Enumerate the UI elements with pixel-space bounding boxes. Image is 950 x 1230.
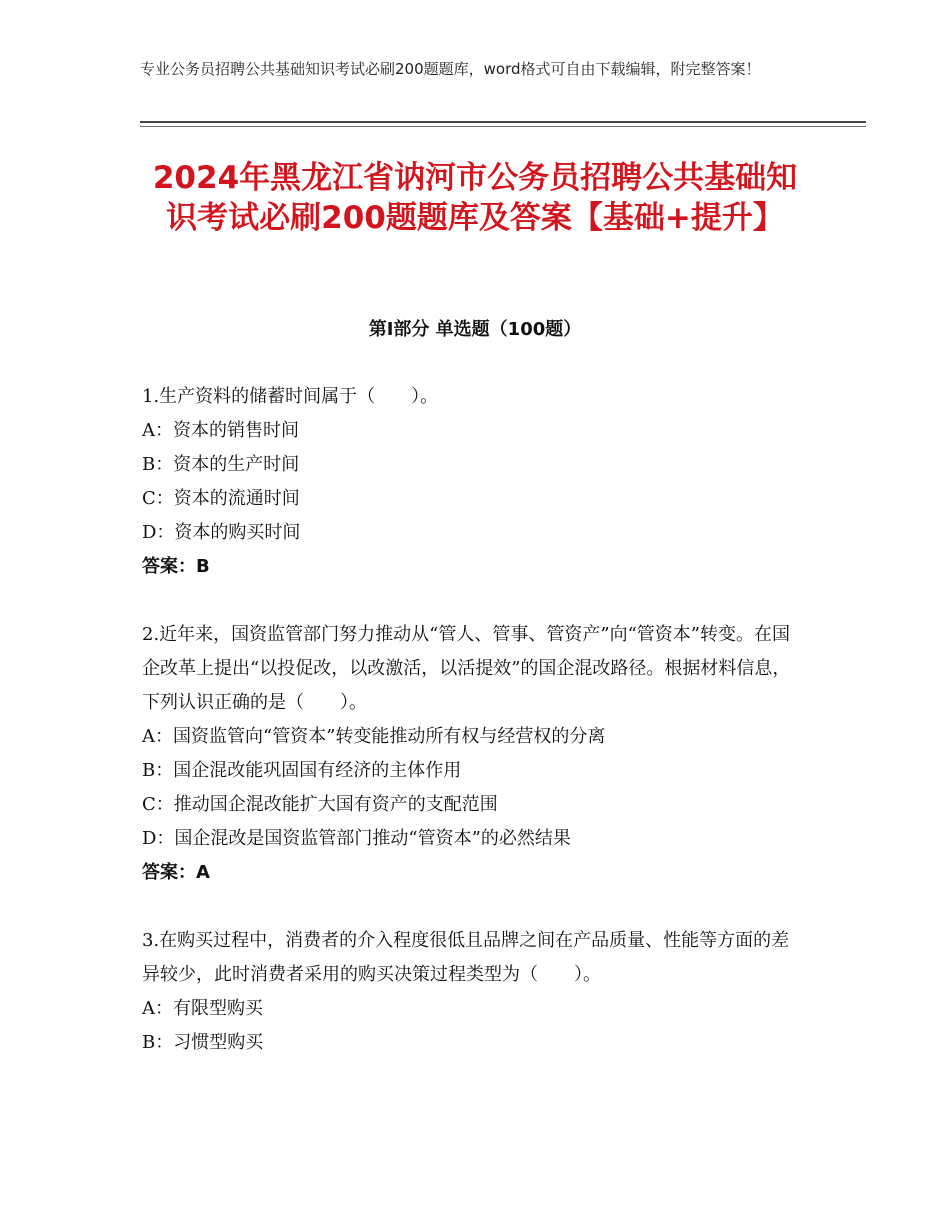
option-b: B：国企混改能巩固国有经济的主体作用 — [142, 760, 462, 781]
question-2 — [142, 618, 802, 890]
option-b: B：资本的生产时间 — [142, 454, 300, 475]
answer-line: 答案：A — [142, 862, 210, 883]
option-c: C：资本的流通时间 — [142, 488, 300, 509]
header-divider — [140, 121, 866, 123]
question-stem: 2.近年来，国资监管部门努力推动从“管人、管事、管资产”向“管资本”转变。在国企改革上提出“以投促改，以改激活，以活提效”的国企混改路径。根据材料信息，下列认识正确的是（ ）。 — [142, 624, 791, 713]
option-a: A：国资监管向“管资本”转变能推动所有权与经营权的分离 — [142, 726, 606, 747]
question-list — [142, 380, 802, 1094]
question-stem: 1.生产资料的储蓄时间属于（ ）。 — [142, 386, 439, 407]
question-stem: 3.在购买过程中，消费者的介入程度很低且品牌之间在产品质量、性能等方面的差异较少，此时消费者采用的购买决策过程类型为（ ）。 — [142, 930, 790, 985]
option-b: B：习惯型购买 — [142, 1032, 264, 1053]
question-3 — [142, 924, 802, 1060]
header-divider-secondary — [140, 126, 866, 127]
section-title: 第Ⅰ部分 单选题（100题） — [368, 319, 582, 340]
document-title: 2024年黑龙江省讷河市公务员招聘公共基础知识考试必刷200题题库及答案【基础+提升】 — [152, 160, 798, 236]
question-1 — [142, 380, 802, 584]
option-a: A：资本的销售时间 — [142, 420, 299, 441]
option-a: A：有限型购买 — [142, 998, 263, 1019]
option-c: C：推动国企混改能扩大国有资产的支配范围 — [142, 794, 498, 815]
answer-line: 答案：B — [142, 556, 210, 577]
option-d: D：资本的购买时间 — [142, 522, 301, 543]
option-d: D：国企混改是国资监管部门推动“管资本”的必然结果 — [142, 828, 571, 849]
header-note: 专业公务员招聘公共基础知识考试必刷200题题库，word格式可自由下载编辑，附完整答案！ — [140, 60, 761, 78]
